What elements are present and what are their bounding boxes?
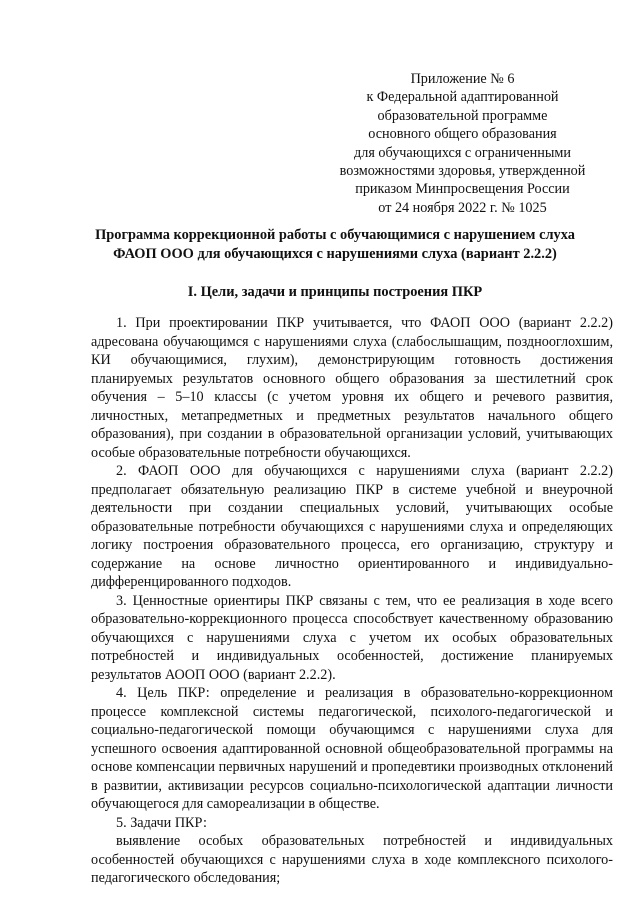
paragraph: 4. Цель ПКР: определение и реализация в образовательно-коррекционном процессе комплексной системы педагогической, психолого-педагогической и социально-педагогической помощи обучающимся с нарушениями слуха для успешного освоения адаптированной основной общеобразовательной программы на основе компенсации первичных нарушений и пропедевтики производных отклонений в развитии, активизации ресурсов социально-психологической адаптации личности обучающегося для самореализации в обществе. — [91, 685, 613, 812]
paragraph: 2. ФАОП ООО для обучающихся с нарушениями слуха (вариант 2.2.2) предполагает обязательную реализацию ПКР в системе учебной и внеурочной деятельности при создании специальных условий, учитывающих особые образовательные потребности обучающихся с нарушениями слуха и определяющих логику построения образовательного процесса, его организацию, структуру и содержание на основе личностно ориентированного и индивидуально-дифференцированного подходов. — [91, 463, 613, 590]
appendix-line: приказом Минпросвещения России — [355, 181, 570, 198]
paragraph: выявление особых образовательных потребностей и индивидуальных особенностей обучающихся с нарушениями слуха в ходе комплексного психолого-педагогического обследования; — [91, 833, 613, 886]
appendix-line: от 24 ноября 2022 г. № 1025 — [378, 199, 547, 216]
appendix-line: к Федеральной адаптированной — [366, 89, 559, 106]
title-line-2: ФАОП ООО для обучающихся с нарушениями слуха (вариант 2.2.2) — [113, 246, 557, 262]
paragraph: 5. Задачи ПКР: — [116, 814, 207, 831]
body-text — [91, 314, 613, 888]
paragraph: 3. Ценностные ориентиры ПКР связаны с тем, что ее реализация в ходе всего образовательно-коррекционного процесса способствует качественному образованию обучающихся с нарушениями слуха с учетом их особых образовательных потребностей и индивидуальных особенностей, достижение планируемых результатов АООП ООО (вариант 2.2.2). — [91, 592, 613, 683]
paragraph: 1. При проектировании ПКР учитывается, что ФАОП ООО (вариант 2.2.2) адресована обучающимся с нарушениями слуха (слабослышащим, позднооглохшим, КИ обучающимися, глухим), демонстрирующим готовность достижения планируемых результатов основного общего образования за шестилетний срок обучения – 5–10 классы (с учетом уровня их общего и речевого развития, личностных, метапредметных и предметных результатов начального общего образования), при создании в образовательной организации условий, учитывающих особые образовательные потребности обучающихся. — [91, 315, 613, 461]
title-line-1: Программа коррекционной работы с обучающимися с нарушением слуха — [95, 227, 575, 243]
appendix-line: основного общего образования — [368, 126, 557, 143]
appendix-line: возможностями здоровья, утвержденной — [339, 163, 586, 180]
appendix-header — [330, 70, 595, 217]
appendix-line: для обучающихся с ограниченными — [354, 144, 571, 161]
appendix-line: образовательной программе — [377, 107, 548, 124]
appendix-line: Приложение № 6 — [410, 71, 515, 87]
document-title — [60, 226, 610, 264]
section-heading: I. Цели, задачи и принципы построения ПКР — [187, 284, 483, 300]
